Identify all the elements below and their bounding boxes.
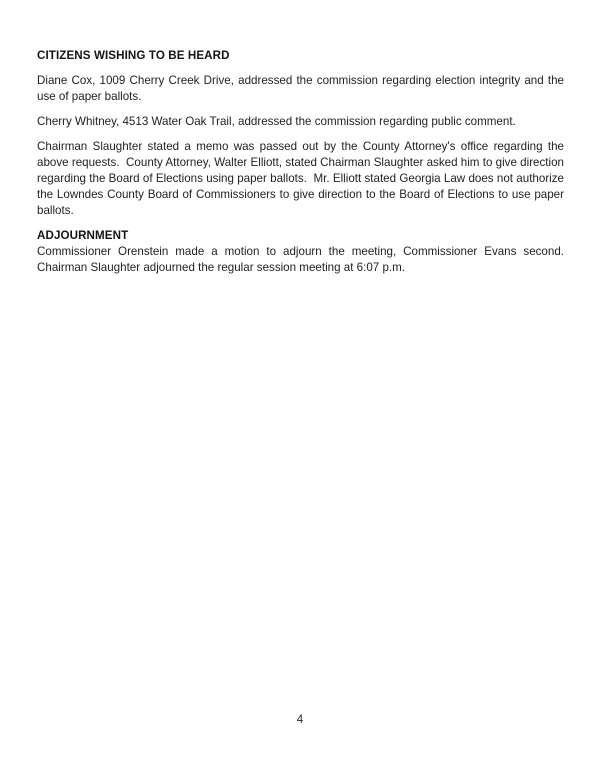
page-number: 4 <box>296 713 304 726</box>
paragraph-county-attorney-memo: Chairman Slaughter stated a memo was passed out by the County Attorney's office regarding the above requests. County Attorney, Walter Elliott, stated Chairman Slaughter asked him to give direction regarding the Board of Elections using paper ballots. Mr. Elliott stated Georgia Law does not authorize the Lowndes County Board of Commissioners to give direction to the Board of Elections to use paper ballots. <box>37 140 568 217</box>
paragraph-diane-cox: Diane Cox, 1009 Cherry Creek Drive, addressed the commission regarding election integrity and the use of paper ballots. <box>37 74 568 103</box>
section-heading-adjournment: ADJOURNMENT <box>37 229 129 242</box>
paragraph-cherry-whitney: Cherry Whitney, 4513 Water Oak Trail, addressed the commission regarding public comment. <box>37 115 516 128</box>
document-text-block <box>37 48 571 276</box>
section-heading-citizens-wishing-to-be-heard: CITIZENS WISHING TO BE HEARD <box>37 49 230 62</box>
paragraph-adjournment-motion: Commissioner Orenstein made a motion to adjourn the meeting, Commissioner Evans second. Chairman Slaughter adjourned the regular session meeting at 6:07 p.m. <box>37 245 571 274</box>
